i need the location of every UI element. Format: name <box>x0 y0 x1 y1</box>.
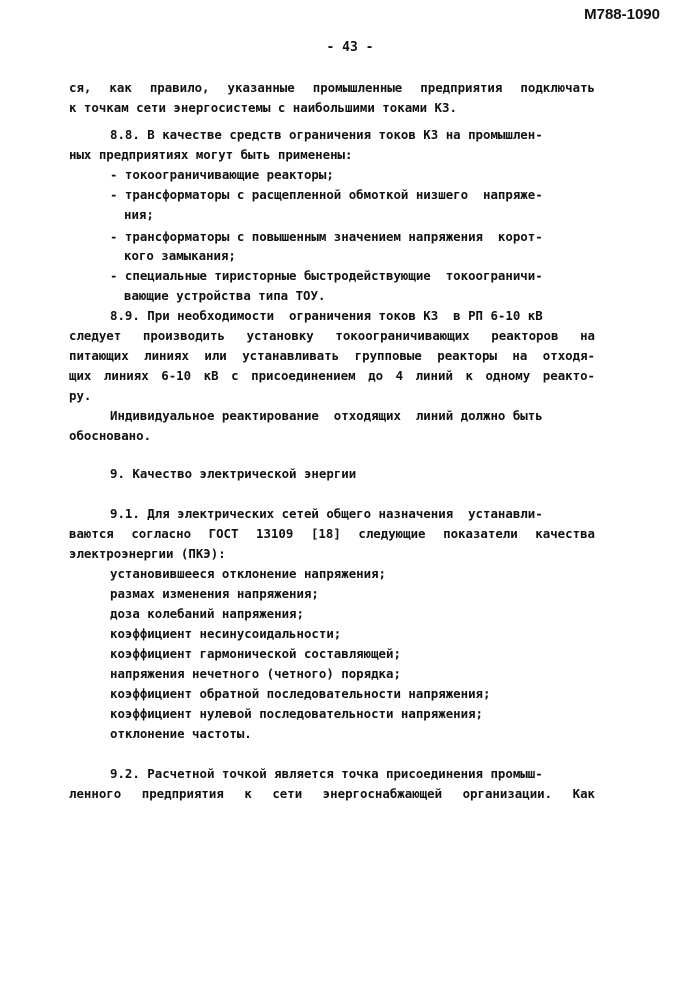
text-line: - токоограничивающие реакторы; <box>110 167 334 182</box>
text-line: ру. <box>69 388 92 403</box>
text-line: ных предприятиях могут быть применены: <box>69 147 353 162</box>
text-line: напряжения нечетного (четного) порядка; <box>110 666 401 681</box>
text-line: ся, как правило, указанные промышленные предприятия подключать <box>69 80 595 95</box>
text-line: - трансформаторы с расщепленной обмоткой низшего напряже- <box>110 187 543 202</box>
document-code: М788-1090 <box>584 6 660 23</box>
text-line: 9.1. Для электрических сетей общего назначения устанавли- <box>110 506 543 521</box>
text-line: обосновано. <box>69 428 152 443</box>
text-line: доза колебаний напряжения; <box>110 606 304 621</box>
text-line: ваются согласно ГОСТ 13109 [18] следующие показатели качества <box>69 526 595 541</box>
text-line: 9.2. Расчетной точкой является точка присоединения промыш- <box>110 766 543 781</box>
text-line: установившееся отклонение напряжения; <box>110 566 387 581</box>
text-line: 8.9. При необходимости ограничения токов КЗ в РП 6-10 кВ <box>110 308 543 323</box>
text-line: ленного предприятия к сети энергоснабжающей организации. Как <box>69 786 595 801</box>
text-line: питающих линиях или устанавливать групповые реакторы на отходя- <box>69 348 595 363</box>
text-line: - трансформаторы с повышенным значением напряжения корот- <box>110 229 543 244</box>
text-line: к точкам сети энергосистемы с наибольшими токами КЗ. <box>69 100 457 115</box>
text-line: размах изменения напряжения; <box>110 586 319 601</box>
text-line: коэффициент обратной последовательности напряжения; <box>110 686 491 701</box>
text-line: следует производить установку токоограничивающих реакторов на <box>69 328 595 343</box>
page-number: - 43 - <box>326 40 374 55</box>
text-line: ния; <box>124 207 154 222</box>
text-line: коэффициент нулевой последовательности напряжения; <box>110 706 483 721</box>
text-line: - специальные тиристорные быстродействующие токоограничи- <box>110 268 543 283</box>
text-line: вающие устройства типа ТОУ. <box>124 288 326 303</box>
text-line: электроэнергии (ПКЭ): <box>69 546 226 561</box>
text-line: коэффициент несинусоидальности; <box>110 626 342 641</box>
text-line: 8.8. В качестве средств ограничения токов КЗ на промышлен- <box>110 127 543 142</box>
text-line: 9. Качество электрической энергии <box>110 466 357 481</box>
text-line: отклонение частоты. <box>110 726 252 741</box>
text-line: кого замыкания; <box>124 248 236 263</box>
text-line: щих линиях 6-10 кВ с присоединением до 4 линий к одному реакто- <box>69 368 595 383</box>
text-line: коэффициент гармонической составляющей; <box>110 646 401 661</box>
text-line: Индивидуальное реактирование отходящих линий должно быть <box>110 408 543 423</box>
